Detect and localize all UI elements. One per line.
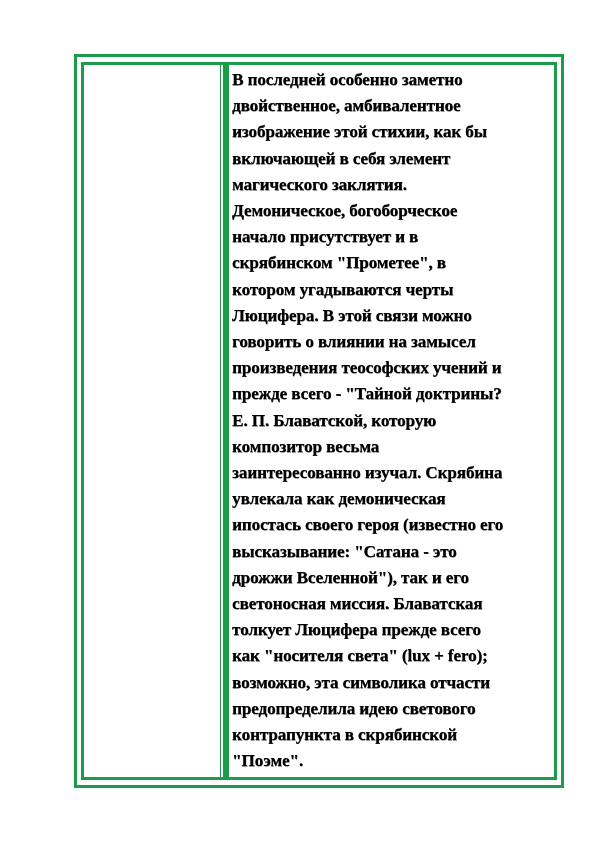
text-line: ипостась своего героя (известно его: [232, 515, 504, 535]
text-line: говорить о влиянии на замысел: [232, 332, 476, 352]
left-cell-inner-border: [220, 65, 221, 777]
text-line: предопределила идею светового: [232, 698, 476, 718]
text-line: светоносная миссия. Блаватская: [232, 594, 483, 614]
text-line: включающей в себя элемент: [232, 148, 451, 168]
text-line: котором угадываются черты: [232, 279, 454, 299]
text-line: возможно, эта символика отчасти: [232, 672, 490, 692]
table-left-cell: [81, 62, 226, 780]
text-line: "Поэме".: [232, 751, 303, 771]
text-line: В последней особенно заметно: [232, 70, 463, 89]
text-line: прежде всего - "Тайной доктрины?: [232, 384, 502, 404]
text-line: произведения теософских учений и: [232, 358, 502, 378]
text-line: начало присутствует и в: [232, 227, 419, 247]
text-line: высказывание: "Сатана - это: [232, 541, 457, 561]
text-line: дрожжи Вселенной"), так и его: [232, 567, 469, 587]
text-line: двойственное, амбивалентное: [232, 96, 461, 116]
text-line: заинтересованно изучал. Скрябина: [232, 463, 503, 483]
paragraph-text: [232, 67, 556, 774]
text-line: композитор весьма: [232, 436, 380, 456]
text-line: Люцифера. В этой связи можно: [232, 305, 472, 325]
text-line: увлекала как демоническая: [232, 489, 446, 509]
text-line: скрябинском "Прометее", в: [232, 253, 446, 273]
text-line: толкует Люцифера прежде всего: [232, 620, 481, 640]
text-line: изображение этой стихии, как бы: [232, 122, 487, 142]
text-line: как "носителя света" (lux + fero);: [232, 646, 488, 666]
text-line: магического заклятия.: [232, 174, 407, 194]
text-line: контрапункта в скрябинской: [232, 725, 457, 745]
text-line: Е. П. Блаватской, которую: [232, 410, 437, 430]
text-line: Демоническое, богоборческое: [232, 201, 458, 221]
